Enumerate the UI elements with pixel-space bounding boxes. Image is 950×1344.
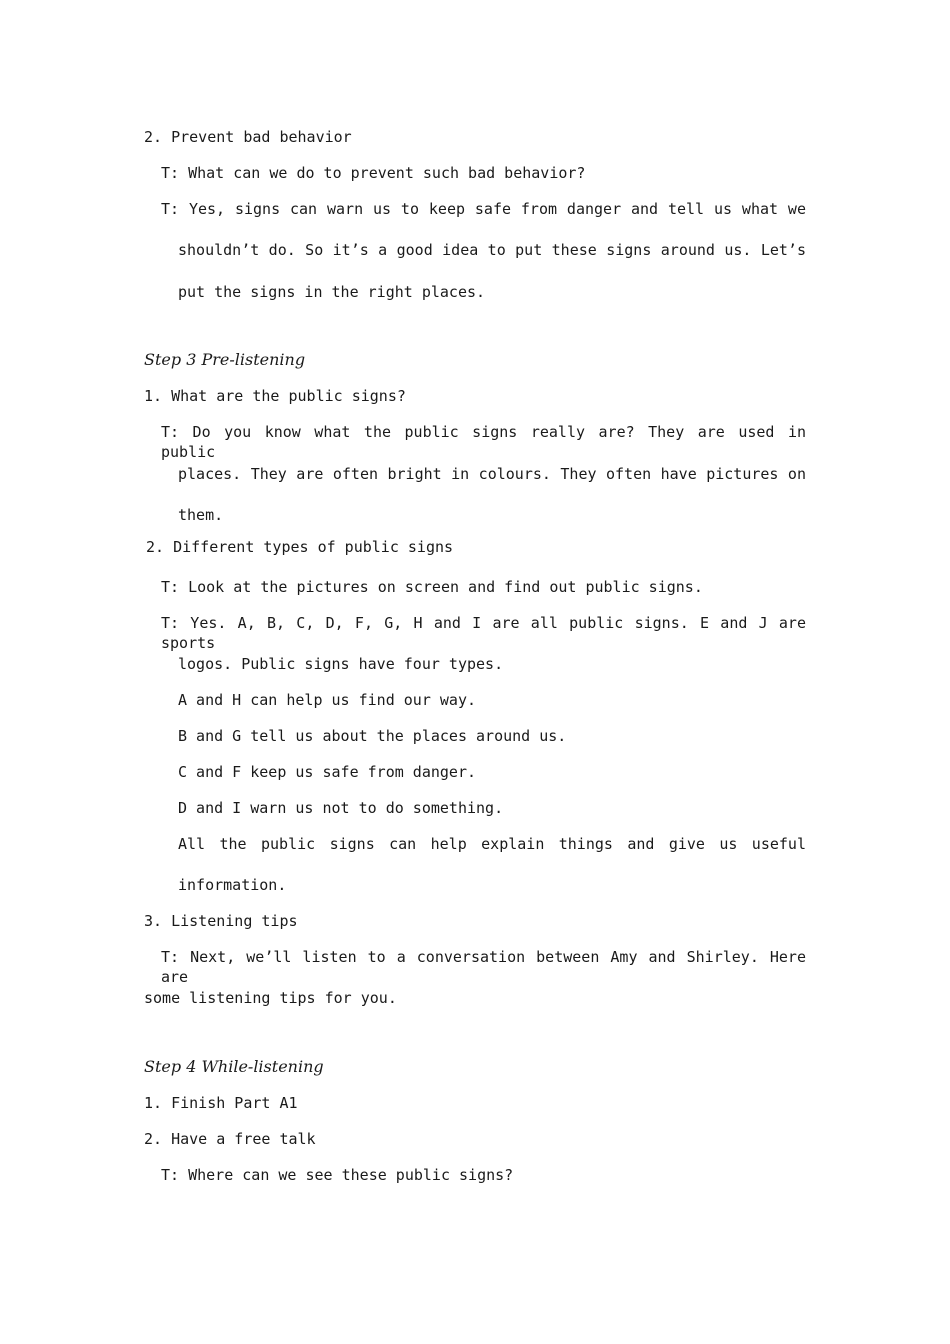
item-types-of-signs: 2. Different types of public signs (146, 538, 454, 556)
item-what-are-public-signs: 1. What are the public signs? (144, 387, 406, 405)
item-free-talk: 2. Have a free talk (144, 1130, 316, 1148)
teacher-line: T: Look at the pictures on screen and find out public signs. (161, 578, 703, 596)
teacher-line: T: What can we do to prevent such bad behavior? (161, 164, 586, 182)
sign-type-line: D and I warn us not to do something. (178, 799, 504, 817)
teacher-line: T: Where can we see these public signs? (161, 1166, 514, 1184)
teacher-line-cont: logos. Public signs have four types. (178, 655, 504, 673)
sign-type-line: C and F keep us safe from danger. (178, 763, 477, 781)
step-heading: Step 3 Pre-listening (144, 350, 306, 369)
sign-type-line: All the public signs can help explain things and give us useful (178, 835, 806, 853)
teacher-line-cont: them. (178, 506, 224, 524)
teacher-line: T: Next, we’ll listen to a conversation between Amy and Shirley. Here are (161, 948, 806, 986)
sign-type-line-cont: information. (178, 876, 287, 894)
step-heading: Step 4 While-listening (144, 1057, 324, 1076)
teacher-line-cont: shouldn’t do. So it’s a good idea to put these signs around us. Let’s (178, 241, 806, 259)
sign-type-line: B and G tell us about the places around us. (178, 727, 567, 745)
item-listening-tips: 3. Listening tips (144, 912, 298, 930)
teacher-line: T: Yes, signs can warn us to keep safe from danger and tell us what we (161, 200, 806, 218)
item-finish-part: 1. Finish Part A1 (144, 1094, 298, 1112)
sign-type-line: A and H can help us find our way. (178, 691, 477, 709)
teacher-line-cont: places. They are often bright in colours. They often have pictures on (178, 465, 806, 483)
teacher-line-cont: some listening tips for you. (144, 989, 397, 1007)
teacher-line: T: Yes. A, B, C, D, F, G, H and I are all public signs. E and J are sports (161, 614, 806, 652)
teacher-line-cont: put the signs in the right places. (178, 283, 486, 301)
teacher-line: T: Do you know what the public signs really are? They are used in public (161, 423, 806, 461)
item-prevent-bad-behavior: 2. Prevent bad behavior (144, 128, 352, 146)
